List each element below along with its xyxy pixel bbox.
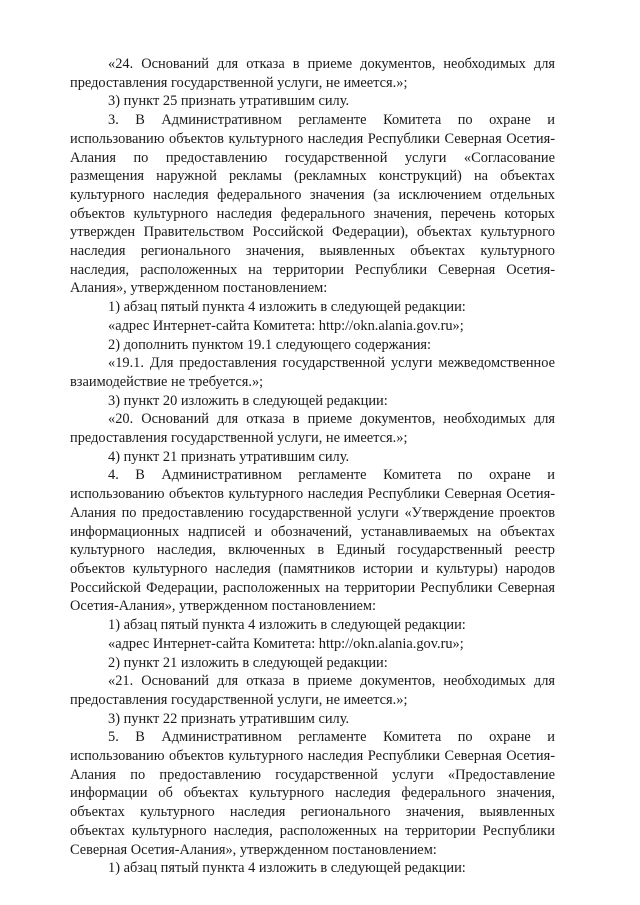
- paragraph-section-3: 3. В Административном регламенте Комитета по охране и использованию объектов культурного наследия Республики Северная Осетия-Алания по предоставлению государственной услуги «Согласование размещения наружной рекламы (рекламных конструкций) на объектах культурного наследия федерального значения (за исключением отдельных объектов культурного наследия федерального значения, перечень которых утвержден Правительством Российской Федерации), объектах культурного наследия регионального значения, выявленных объектах культурного наследия, расположенных на территории Республики Северная Осетия-Алания», утвержденном постановлением:: [70, 112, 555, 297]
- paragraph-s3-item-2: 2) дополнить пунктом 19.1 следующего содержания:: [108, 336, 432, 353]
- paragraph-section-4: 4. В Административном регламенте Комитета по охране и использованию объектов культурного наследия Республики Северная Осетия-Алания по предоставлению государственной услуги «Утверждение проектов информационных надписей и обозначений, устанавливаемых на объектах культурного наследия, включенных в Единый государственный реестр объектов культурного наследия (памятников истории и культуры) народов Российской Федерации, расположенных на территории Республики Северная Осетия-Алания», утвержденном постановлением:: [70, 467, 555, 615]
- paragraph-s3-item-1: 1) абзац пятый пункта 4 изложить в следующей редакции:: [108, 299, 466, 316]
- paragraph-s4-item-1: 1) абзац пятый пункта 4 изложить в следующей редакции:: [108, 617, 466, 634]
- document-body: [70, 55, 555, 878]
- paragraph-quote-24: «24. Оснований для отказа в приеме документов, необходимых для предоставления государственной услуги, не имеется.»;: [70, 56, 555, 91]
- paragraph-s4-item-3: 3) пункт 22 признать утратившим силу.: [108, 710, 350, 727]
- paragraph-s4-item-2: 2) пункт 21 изложить в следующей редакции:: [108, 654, 388, 671]
- paragraph-s3-website-address: «адрес Интернет-сайта Комитета: http://okn.alania.gov.ru»;: [108, 317, 464, 334]
- paragraph-s3-quote-19-1: «19.1. Для предоставления государственной услуги межведомственное взаимодействие не требуется.»;: [70, 355, 555, 390]
- paragraph-s3-quote-20: «20. Оснований для отказа в приеме документов, необходимых для предоставления государственной услуги, не имеется.»;: [70, 411, 555, 447]
- paragraph-item-3-point-25: 3) пункт 25 признать утратившим силу.: [108, 93, 350, 110]
- paragraph-s3-item-4: 4) пункт 21 признать утратившим силу.: [108, 448, 350, 465]
- paragraph-section-5: 5. В Административном регламенте Комитета по охране и использованию объектов культурного наследия Республики Северная Осетия-Алания по предоставлению государственной услуги «Предоставление информации об объектах культурного наследия федерального значения, объектах культурного наследия регионального значения, выявленных объектах культурного наследия, расположенных на территории Республики Северная Осетия-Алания», утвержденном постановлением:: [70, 729, 555, 858]
- paragraph-s3-item-3: 3) пункт 20 изложить в следующей редакции:: [108, 392, 388, 409]
- paragraph-s4-website-address: «адрес Интернет-сайта Комитета: http://okn.alania.gov.ru»;: [108, 635, 464, 652]
- paragraph-s4-quote-21: «21. Оснований для отказа в приеме документов, необходимых для предоставления государственной услуги, не имеется.»;: [70, 673, 555, 708]
- paragraph-s5-item-1: 1) абзац пятый пункта 4 изложить в следующей редакции:: [108, 860, 466, 877]
